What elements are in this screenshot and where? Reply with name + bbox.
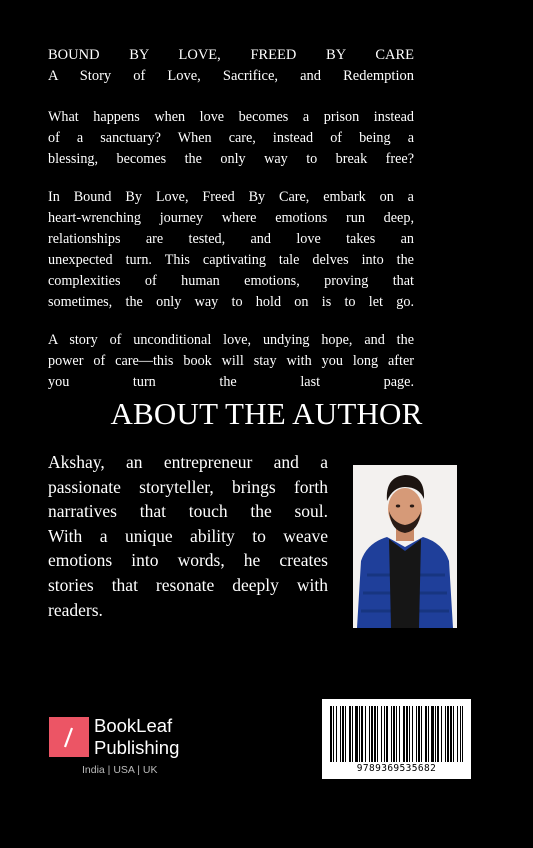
- barcode-bar: [445, 706, 446, 762]
- barcode-bar: [393, 706, 395, 762]
- bio-line: With a unique ability to weave: [48, 525, 328, 546]
- bio-line: emotions into words, he creates: [48, 550, 328, 571]
- barcode-bar: [371, 706, 373, 762]
- blurb-line: unexpected turn. This captivating tale delves into the: [48, 252, 414, 268]
- barcode-bar: [349, 706, 351, 762]
- book-title: BOUND BY LOVE, FREED BY CARE: [48, 47, 414, 63]
- barcode-bar: [345, 706, 346, 762]
- barcode-bar: [441, 706, 442, 762]
- barcode-bar: [369, 706, 370, 762]
- barcode-bar: [333, 706, 334, 762]
- book-title-block: [48, 45, 414, 87]
- blurb-line: In Bound By Love, Freed By Care, embark on a: [48, 189, 414, 205]
- blurb-line: blessing, becomes the only way to break free?: [48, 151, 414, 167]
- bio-line: stories that resonate deeply with: [48, 574, 328, 595]
- bio-line: Akshay, an entrepreneur and a: [48, 452, 328, 472]
- blurb-line: complexities of human emotions, proving that: [48, 273, 414, 289]
- barcode-bar: [428, 706, 429, 762]
- book-subtitle: A Story of Love, Sacrifice, and Redemption: [48, 68, 414, 84]
- blurb-line: you turn the last page.: [48, 374, 414, 390]
- barcode-bar: [342, 706, 344, 762]
- barcode-bar: [416, 706, 417, 762]
- barcode-bar: [447, 706, 449, 762]
- barcode-bar: [374, 706, 376, 762]
- barcode-bar: [431, 706, 434, 762]
- barcode-bar: [365, 706, 366, 762]
- barcode-bar: [391, 706, 392, 762]
- bio-line: readers.: [48, 599, 103, 620]
- barcode-bar: [409, 706, 410, 762]
- author-photo: [353, 465, 457, 628]
- barcode-bar: [340, 706, 341, 762]
- barcode-bar: [399, 706, 400, 762]
- publisher-logo: [48, 714, 198, 784]
- barcode-bar: [425, 706, 427, 762]
- barcode-bar: [437, 706, 439, 762]
- barcode-bar: [336, 706, 337, 762]
- isbn-number: 9789369535682: [356, 763, 437, 774]
- barcode-bar: [457, 706, 458, 762]
- barcode-bar: [355, 706, 358, 762]
- blurb-line: of a sanctuary? When care, instead of being a: [48, 130, 414, 146]
- barcode-bar: [462, 706, 463, 762]
- barcode-bar: [403, 706, 405, 762]
- barcode-bar: [453, 706, 454, 762]
- bio-line: narratives that touch the soul.: [48, 501, 328, 522]
- blurb-paragraph-3: [48, 330, 414, 393]
- barcode-bar: [450, 706, 452, 762]
- blurb-line: What happens when love becomes a prison instead: [48, 109, 414, 125]
- author-bio: [48, 450, 328, 622]
- barcode-bar: [412, 706, 413, 762]
- blurb-line: power of care—this book will stay with you long after: [48, 353, 414, 369]
- barcode-bar: [359, 706, 360, 762]
- barcode-bar: [377, 706, 378, 762]
- barcode-bar: [386, 706, 388, 762]
- about-author-heading: ABOUT THE AUTHOR: [110, 396, 423, 431]
- publisher-name-line2: Publishing: [94, 737, 180, 758]
- blurb-paragraph-1: [48, 107, 414, 170]
- barcode-bar: [435, 706, 436, 762]
- bookleaf-logo-icon: [49, 717, 89, 757]
- blurb-line: A story of unconditional love, undying hope, and the: [48, 332, 414, 348]
- bio-line: passionate storyteller, brings forth: [48, 476, 328, 497]
- barcode-bar: [396, 706, 397, 762]
- blurb-paragraph-2: [48, 187, 414, 313]
- barcode-bar: [381, 706, 382, 762]
- isbn-barcode: [322, 699, 471, 779]
- barcode-bar: [352, 706, 353, 762]
- barcode-bar: [361, 706, 363, 762]
- barcode-bar: [406, 706, 408, 762]
- barcode-bar: [330, 706, 332, 762]
- barcode-bar: [418, 706, 420, 762]
- publisher-name-line1: BookLeaf: [94, 715, 173, 736]
- blurb-line: relationships are tested, and love takes an: [48, 231, 414, 247]
- blurb-line: sometimes, the only way to hold on is to let go.: [48, 294, 414, 310]
- blurb-line: heart-wrenching journey where emotions run deep,: [48, 210, 414, 226]
- barcode-bar: [421, 706, 422, 762]
- barcode-bars: [330, 706, 463, 762]
- barcode-bar: [460, 706, 461, 762]
- publisher-locations: India | USA | UK: [82, 764, 158, 776]
- barcode-bar: [384, 706, 385, 762]
